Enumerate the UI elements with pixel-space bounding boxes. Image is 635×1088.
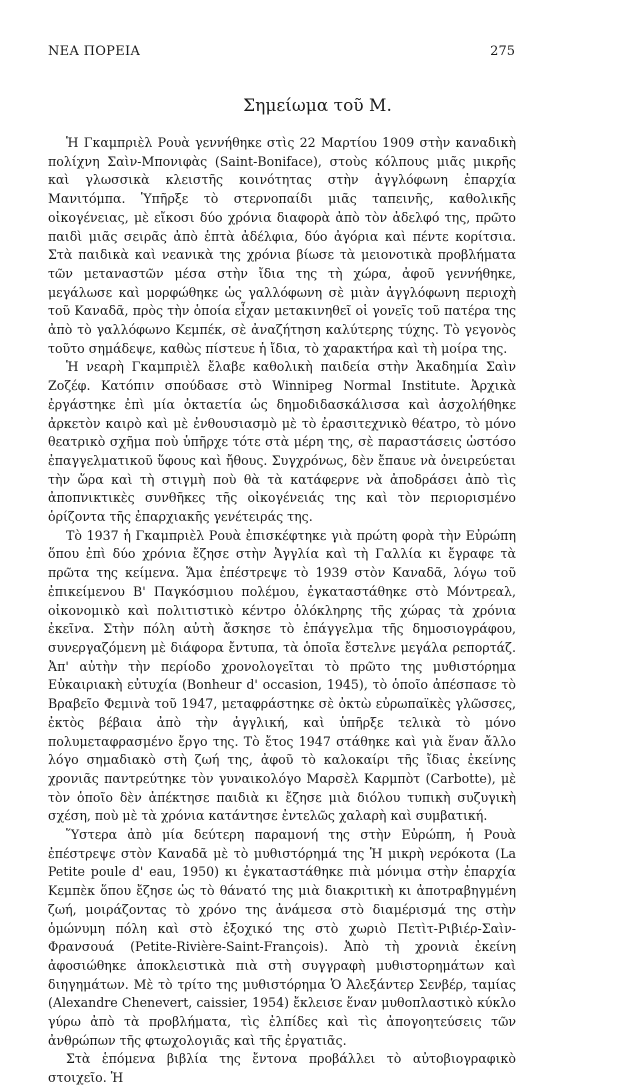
running-header xyxy=(48,44,515,64)
paragraph: Ὕστερα ἀπὸ μία δεύτερη παραμονή της στὴν Εὐρώπη, ἡ Ρουὰ ἐπέστρεψε στὸν Καναδᾶ μὲ τὸ μυθιστόρημά της Ἡ μικρὴ νερόκοτα (La Petite poule d' eau, 1950) κι ἐγκαταστάθηκε πιὰ μόνιμα στὴν ἐπαρχία Κεμπὲκ ὅπου ἔζησε ὡς τὸ θάνατό της μιὰ διακριτικὴ κι ἀποτραβηγμένη ζωή, μοιράζοντας τὸ χρόνο της ἀνάμεσα στὸ διαμέρισμά της στὴν ὁμώνυμη πόλη καὶ στὸ ἐξοχικό της στὸ χωριὸ Πετὶτ-Ριβιέρ-Σαὶν-Φρανσουά (Petite-Rivière-Saint-François). Ἀπὸ τὴ χρονιὰ ἐκείνη ἀφοσιώθηκε ἀποκλειστικὰ πιὰ στὴ συγγραφὴ μυθιστορημάτων καὶ διηγημάτων. Μὲ τὸ τρίτο της μυθιστόρημα Ὁ Ἀλεξάντερ Σενβέρ, ταμίας (Alexandre Chenevert, caissier, 1954) ἔκλεισε ἕναν μυθοπλαστικὸ κύκλο γύρω ἀπὸ τὰ προβλήματα, τὶς ἐλπίδες καὶ τὶς ἀπογοητεύσεις τῶν ἀνθρώπων τῆς φτωχολογιᾶς καὶ τῆς ἐργατιᾶς. xyxy=(48,827,516,1048)
body-text xyxy=(48,134,516,1088)
page-number: 275 xyxy=(490,44,515,59)
paragraph: Ἡ Γκαμπριὲλ Ρουὰ γεννήθηκε στὶς 22 Μαρτίου 1909 στὴν καναδικὴ πολίχνη Σαὶν-Μπονιφὰς (Saint-Boniface), στοὺς κόλπους μιᾶς μικρῆς καὶ γλωσσικὰ κλειστῆς κοινότητας στὴν ἀγγλόφωνη ἐπαρχία Μανιτόμπα. Ὑπῆρξε τὸ στερνοπαίδι μιᾶς ταπεινῆς, καθολικῆς οἰκογένειας, μὲ εἴκοσι δύο χρόνια διαφορὰ ἀπὸ τὸν ἀδελφό της, πρῶτο παιδὶ μιᾶς σειρᾶς ἀπὸ ἑπτὰ ἀδέλφια, δύο ἀγόρια καὶ πέντε κορίτσια. Στὰ παιδικὰ καὶ νεανικὰ της χρόνια βίωσε τὰ μειονοτικὰ προβλήματα τῶν μεταναστῶν μέσα στὴν ἴδια της τὴ χώρα, ἀφοῦ γεννήθηκε, μεγάλωσε καὶ μορφώθηκε ὡς γαλλόφωνη σὲ μιὰν ἀγγλόφωνη περιοχὴ τοῦ Καναδᾶ, πρὸς τὴν ὁποία εἶχαν μετακινηθεῖ οἱ γονεῖς τοῦ πατέρα της ἀπὸ τὸ γαλλόφωνο Κεμπέκ, σὲ ἀναζήτηση καλύτερης τύχης. Τὸ γεγονὸς τοῦτο σημάδεψε, καθὼς πίστευε ἡ ἴδια, τὸ χαρακτήρα καὶ τὴ μοίρα της. xyxy=(48,135,516,356)
paragraph: Ἡ νεαρὴ Γκαμπριὲλ ἔλαβε καθολικὴ παιδεία στὴν Ἀκαδημία Σαὶν Ζοζέφ. Κατόπιν σπούδασε στὸ Winnipeg Normal Institute. Ἀρχικὰ ἐργάστηκε ἐπὶ μία ὀκταετία ὡς δημοδιδασκάλισσα καὶ ἀσχολήθηκε ἀρκετὸν καιρὸ καὶ μὲ ἐνθουσιασμὸ μὲ τὸ ἐρασιτεχνικὸ θέατρο, τὸ μόνο θεατρικὸ σχῆμα ποὺ ὑπῆρχε τότε στὰ μέρη της, σὲ παραστάσεις ὡστόσο ἐπαγγελματικοῦ ὕφους καὶ ἤθους. Συγχρόνως, δὲν ἔπαυε νὰ ὀνειρεύεται τὴν ὥρα καὶ τὴ στιγμὴ ποὺ θὰ τὰ κατάφερνε νὰ ἀποδράσει ἀπὸ τὶς ἀποπνικτικὲς συνθῆκες τῆς οἰκογένειάς της καὶ τὸν περιορισμένο ὁρίζοντα τῆς ἐπαρχιακῆς γενέτειράς της. xyxy=(48,359,516,525)
section-title: Σημείωμα τοῦ Μ. xyxy=(243,96,392,116)
journal-title: ΝΕΑ ΠΟΡΕΙΑ xyxy=(48,44,141,59)
paragraph: Στὰ ἑπόμενα βιβλία της ἔντονα προβάλλει τὸ αὐτοβιογραφικὸ στοιχεῖο. Ἡ xyxy=(48,1051,516,1086)
paragraph: Τὸ 1937 ἡ Γκαμπριὲλ Ρουὰ ἐπισκέφτηκε γιὰ πρώτη φορὰ τὴν Εὐρώπη ὅπου ἐπὶ δύο χρόνια ἔζησε στὴν Ἀγγλία καὶ τὴ Γαλλία κι ἔγραφε τὰ πρῶτα της κείμενα. Ἅμα ἐπέστρεψε τὸ 1939 στὸν Καναδᾶ, λόγω τοῦ ἐπικείμενου Β' Παγκόσμιου πολέμου, ἐγκαταστάθηκε στὸ Μόντρεαλ, οἰκονομικὸ καὶ πολιτιστικὸ κέντρο ὁλόκληρης τῆς χώρας τὰ χρόνια ἐκεῖνα. Στὴν πόλη αὐτὴ ἄσκησε τὸ ἐπάγγελμα τῆς δημοσιογράφου, συνεργαζόμενη μὲ διάφορα ἔντυπα, τὰ ὁποῖα ἔστελνε μεγάλα ρεπορτάζ. Ἀπ' αὐτὴν τὴν περίοδο χρονολογεῖται τὸ πρῶτο της μυθιστόρημα Εὐκαιριακὴ εὐτυχία (Bonheur d' occasion, 1945), τὸ ὁποῖο ἀπέσπασε τὸ Βραβεῖο Φεμινὰ τοῦ 1947, μεταφράστηκε σὲ ὀκτὼ εὐρωπαϊκὲς γλῶσσες, ἐκτὸς βέβαια ἀπὸ τὴν ἀγγλική, καὶ ὑπῆρξε τελικὰ τὸ μόνο πολυμεταφρασμένο ἔργο της. Τὸ ἔτος 1947 στάθηκε καὶ γιὰ ἕναν ἄλλο λόγο σημαδιακὸ στὴ ζωή της, ἀφοῦ τὸ καλοκαίρι τῆς ἴδιας ἐκείνης χρονιᾶς παντρεύτηκε τὸν γυναικολόγο Μαρσὲλ Καρμπὸτ (Carbotte), μὲ τὸν ὁποῖο δὲν ἀπέκτησε παιδιὰ κι ἔζησε μιὰ διόλου τυπικὴ συζυγικὴ σχέση, ποὺ μὲ τὰ χρόνια κατάντησε ἐντελῶς χαλαρὴ καὶ συμβατική. xyxy=(48,527,516,824)
